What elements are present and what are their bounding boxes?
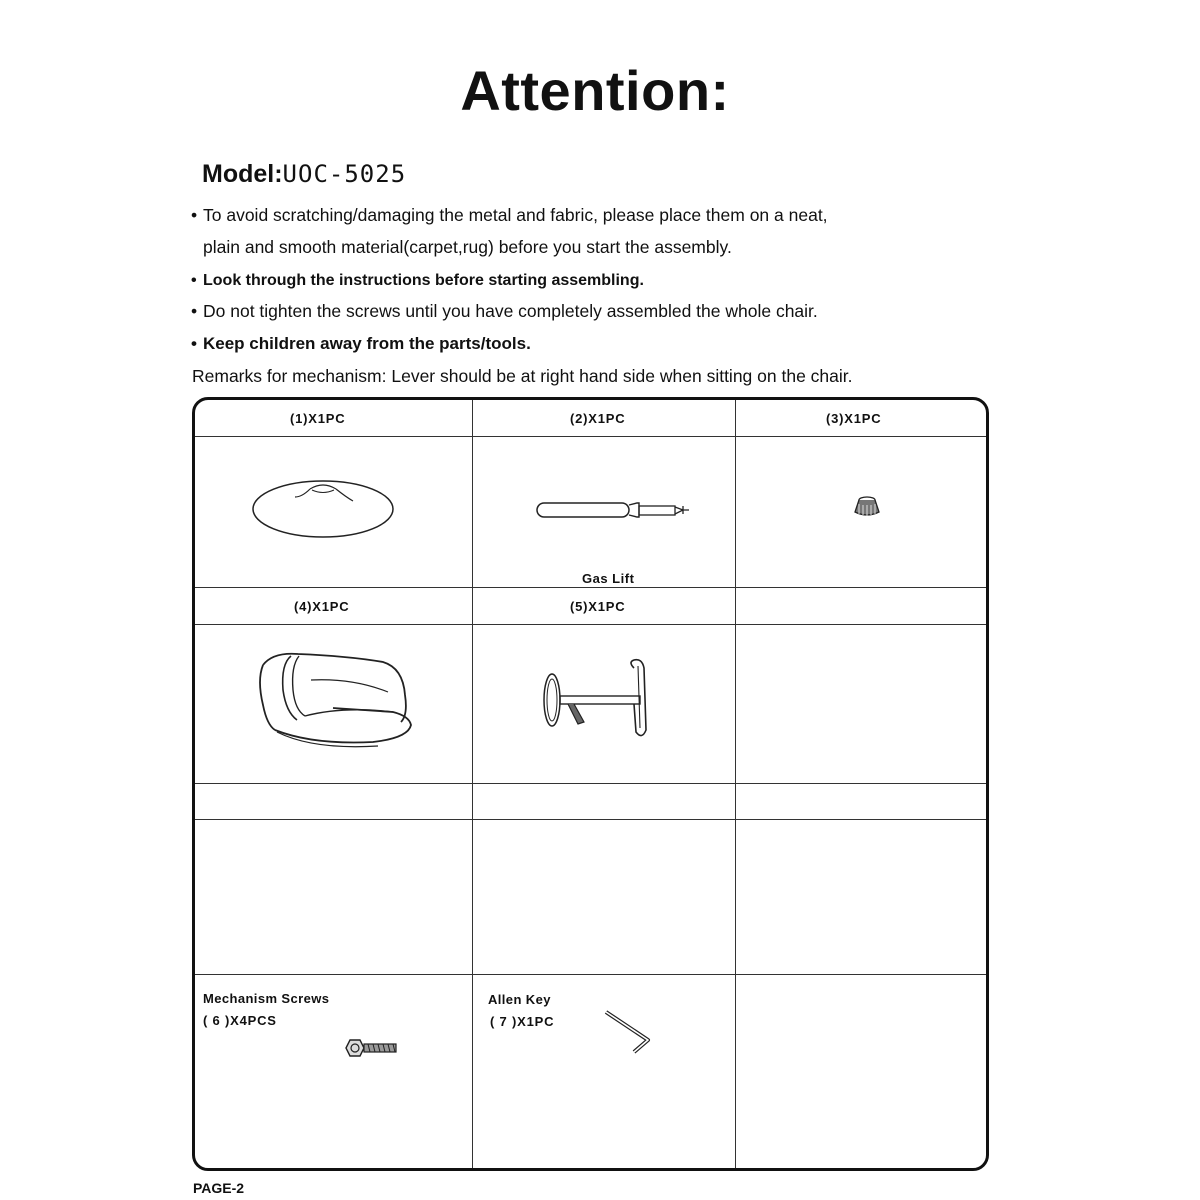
- model-number: UOC-5025: [282, 160, 407, 188]
- row-divider: [195, 624, 986, 625]
- row-divider: [195, 974, 986, 975]
- part-1-qty: (1)X1PC: [290, 411, 346, 426]
- part-6-name: Mechanism Screws: [203, 991, 330, 1006]
- part-7-qty: ( 7 )X1PC: [490, 1014, 555, 1029]
- gas-lift-icon: [535, 497, 695, 523]
- part-5-qty: (5)X1PC: [570, 599, 626, 614]
- screw-icon: [342, 1035, 402, 1061]
- row-divider: [195, 436, 986, 437]
- note-1: • To avoid scratching/damaging the metal and fabric, please place them on a neat,: [191, 205, 828, 225]
- row-divider: [195, 587, 986, 588]
- page-number: PAGE-2: [193, 1180, 245, 1196]
- allen-key-icon: [600, 1006, 660, 1058]
- seat-icon: [253, 650, 413, 750]
- column-divider: [472, 400, 473, 1168]
- part-7-name: Allen Key: [488, 992, 551, 1007]
- part-6-qty: ( 6 )X4PCS: [203, 1013, 277, 1028]
- model-line: [202, 160, 406, 189]
- note-3: • Do not tighten the screws until you have completely assembled the whole chair.: [191, 301, 818, 321]
- note-2: • Look through the instructions before starting assembling.: [191, 272, 644, 289]
- part-4-qty: (4)X1PC: [294, 599, 350, 614]
- base-plate-icon: [250, 475, 400, 545]
- page-title: Attention:: [460, 59, 730, 122]
- parts-table: [192, 397, 989, 1171]
- remarks-line: Remarks for mechanism: Lever should be at right hand side when sitting on the chair.: [192, 366, 853, 386]
- part-2-name: Gas Lift: [582, 571, 635, 586]
- note-1-continued: plain and smooth material(carpet,rug) before you start the assembly.: [203, 237, 732, 257]
- column-divider: [735, 400, 736, 1168]
- part-3-qty: (3)X1PC: [826, 411, 882, 426]
- cover-ring-icon: [850, 494, 884, 520]
- footrest-mechanism-icon: [538, 658, 658, 748]
- part-2-qty: (2)X1PC: [570, 411, 626, 426]
- row-divider: [195, 783, 986, 784]
- model-label: Model:: [202, 160, 283, 188]
- note-4: • Keep children away from the parts/tools.: [191, 334, 531, 353]
- row-divider: [195, 819, 986, 820]
